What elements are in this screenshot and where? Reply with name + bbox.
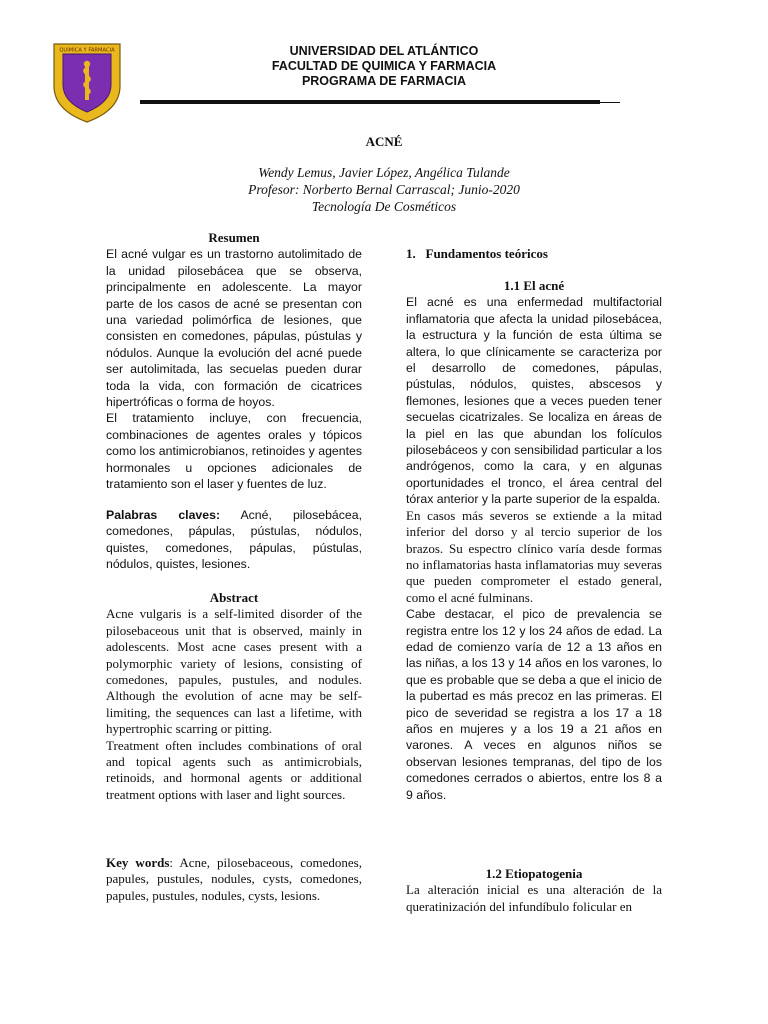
key-words-list: : Acne, pilosebaceous, comedones, papules, pustules, nodules, cysts, comedones, papules, pustules, nodules, cysts, lesions. (106, 855, 362, 903)
university-seal-icon (50, 38, 124, 124)
institution-header (210, 44, 558, 89)
section-1-2 (406, 866, 662, 915)
course-name: Tecnología De Cosméticos (311, 199, 457, 214)
section-1-1-heading: 1.1 El acné (503, 278, 565, 293)
professor-line: Profesor: Norberto Bernal Carrascal; Junio-2020 (248, 182, 520, 197)
section-1-1-paragraph-1: El acné es una enfermedad multifactorial inflamatoria que afecta la unidad pilosebácea, la estructura y la función de esta última se altera, lo que clínicamente se caracteriza por el desarrollo de comedones, pápulas, pústulas, nódulos, quistes, abscesos y flemones, lesiones que a veces pueden tener secuelas cicatrizales. Se localiza en áreas de la piel en las que abundan los folículos pilosebáceos y con sensibilidad particular a los andrógenos, como la cara, y en algunas oportunidades el tronco, el área central del tórax anterior y la parte superior de la espalda. (406, 295, 662, 507)
university-name: UNIVERSIDAD DEL ATLÁNTICO (289, 44, 479, 58)
section-1-2-paragraph-1: La alteración inicial es una alteración de la queratinización del infundíbulo folicular en (406, 882, 662, 914)
palabras-claves-list: Acné, pilosebácea, comedones, pápulas, pústulas, nódulos, quistes, comedones, pápulas, pústulas, nódulos, quistes, lesiones. (106, 508, 362, 572)
section-1-1 (406, 278, 662, 803)
header-divider-tail (600, 102, 620, 103)
faculty-name: FACULTAD DE QUIMICA Y FARMACIA (271, 59, 497, 73)
authors: Wendy Lemus, Javier López, Angélica Tulande (258, 165, 510, 180)
abstract-heading: Abstract (209, 590, 259, 605)
program-name: PROGRAMA DE FARMACIA (301, 74, 467, 88)
key-words-label: Key words (106, 855, 170, 870)
section-1-heading: 1. Fundamentos teóricos (406, 246, 548, 261)
section-1-2-heading: 1.2 Etiopatogenia (485, 866, 583, 881)
seal-text: QUIMICA Y FARMACIA (59, 47, 115, 54)
section-1-title (406, 246, 662, 262)
author-block (0, 164, 768, 215)
resumen-paragraph-2: El tratamiento incluye, con frecuencia, combinaciones de agentes orales y tópicos como los antimicrobianos, retinoides y agentes hormonales u opciones adicionales de tratamiento son el laser y fuentes de luz. (106, 411, 362, 492)
palabras-claves (106, 507, 362, 573)
abstract-paragraph-2: Treatment often includes combinations of oral and topical agents such as antimicrobials, retinoids, and hormonal agents or additional treatment options with laser and light sources. (106, 737, 362, 802)
paper-title: ACNÉ (365, 134, 403, 149)
section-1-1-paragraph-3: Cabe destacar, el pico de prevalencia se registra entre los 12 y los 24 años de edad. La edad de comienzo varía de 12 a 13 años en las niñas, a los 13 y 14 años en los varones, lo que es probable que se deba a que el inicio de la pubertad es más precoz en las primeras. El pico de severidad se registra a los 17 a 18 años en mujeres y a los 19 a 21 años en varones. A veces en algunos niños se observan lesiones tempranas, del tipo de los comedones cerrados o abiertos, entre los 8 a 9 años. (406, 607, 662, 802)
section-1-1-paragraph-2: En casos más severos se extiende a la mitad inferior del dorso y al tercio superior de los brazos. Su espectro clínico varía desde formas no inflamatorias hasta inflamatorias muy severas que pueden comprometer el estado general, como el acné fulminans. (406, 507, 662, 605)
header-divider (140, 100, 600, 104)
resumen-section (106, 230, 362, 493)
abstract-paragraph-1: Acne vulgaris is a self-limited disorder of the pilosebaceous unit that is observed, mainly in adolescents. Most acne cases present with a polymorphic variety of lesions, consisting of comedones, papules, pustules, and nodules. Although the evolution of acne may be self-limiting, the sequences can last a lifetime, with hypertrophic scarring or pitting. (106, 606, 362, 737)
resumen-heading: Resumen (208, 230, 260, 245)
palabras-claves-label: Palabras claves: (106, 508, 221, 522)
abstract-section (106, 590, 362, 803)
key-words (106, 855, 362, 904)
resumen-paragraph-1: El acné vulgar es un trastorno autolimitado de la unidad pilosebácea que se observa, principalmente en adolescente. La mayor parte de los casos de acné se presentan con una variedad polimórfica de lesiones, que consisten en comedones, pápulas, pústulas y nódulos. Aunque la evolución del acné puede ser autolimitada, las secuelas pueden durar toda la vida, con formación de cicatrices hipertróficas o forma de hoyos. (106, 247, 362, 410)
